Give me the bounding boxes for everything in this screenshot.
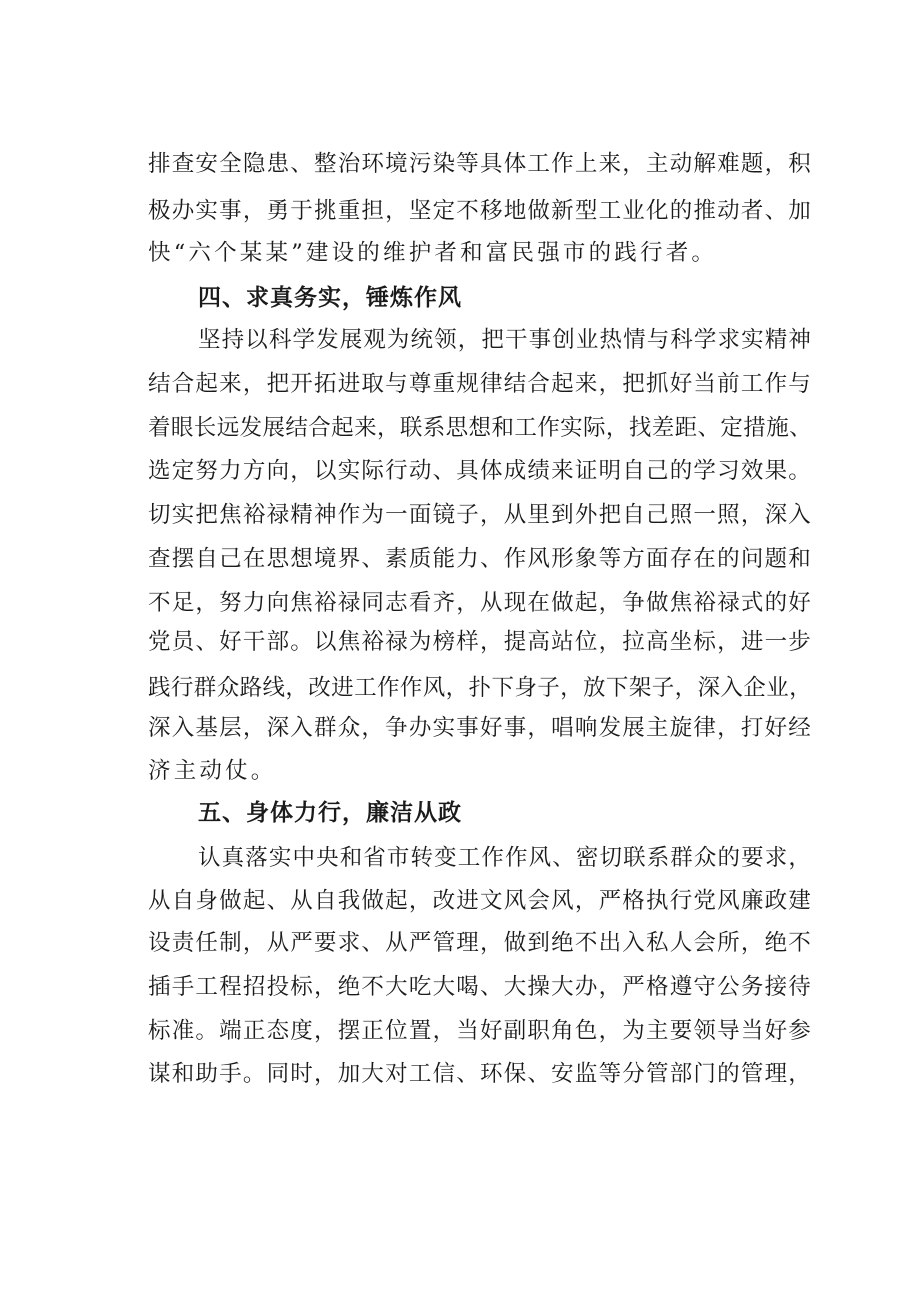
paragraph-line: 谋和助手。同时，加大对工信、环保、安监等分管部门的管理，: [148, 1061, 812, 1087]
paragraph-line: 践行群众路线，改进工作作风，扑下身子，放下架子，深入企业，: [148, 675, 812, 701]
paragraph-line: 切实把焦裕禄精神作为一面镜子，从里到外把自己照一照，深入: [148, 502, 812, 528]
paragraph-line: 深入基层，深入群众，争办实事好事，唱响发展主旋律，打好经: [148, 715, 812, 741]
paragraph-line: 结合起来，把开拓进取与尊重规律结合起来，把抓好当前工作与: [148, 371, 812, 397]
paragraph-line: 标准。端正态度，摆正位置，当好副职角色，为主要领导当好参: [148, 1018, 812, 1044]
paragraph-line: 查摆自己在思想境界、素质能力、作风形象等方面存在的问题和: [148, 546, 812, 572]
paragraph-line: 快“六个某某”建设的维护者和富民强市的践行者。: [148, 240, 718, 266]
paragraph-line: 选定努力方向，以实际行动、具体成绩来证明自己的学习效果。: [148, 458, 812, 484]
paragraph-line: 党员、好干部。以焦裕禄为榜样，提高站位，拉高坐标，进一步: [148, 629, 812, 655]
paragraph-line: 设责任制，从严要求、从严管理，做到绝不出入私人会所，绝不: [148, 930, 812, 956]
paragraph-line: 插手工程招投标，绝不大吃大喝、大操大办，严格遵守公务接待: [148, 974, 812, 1000]
paragraph-line: 从自身做起、从自我做起，改进文风会风，严格执行党风廉政建: [148, 888, 812, 914]
paragraph-line: 极办实事，勇于挑重担，坚定不移地做新型工业化的推动者、加: [148, 198, 812, 224]
paragraph-line: 济主动仗。: [148, 758, 277, 784]
paragraph-line: 排查安全隐患、整治环境污染等具体工作上来，主动解难题，积: [148, 151, 812, 177]
section-heading-5: 五、身体力行，廉洁从政: [198, 800, 462, 826]
paragraph-line: 不足，努力向焦裕禄同志看齐，从现在做起，争做焦裕禄式的好: [148, 590, 812, 616]
section-heading-4: 四、求真务实，锤炼作风: [198, 285, 462, 311]
paragraph-line: 着眼长远发展结合起来，联系思想和工作实际，找差距、定措施、: [148, 415, 812, 441]
paragraph-line: 坚持以科学发展观为统领，把干事创业热情与科学求实精神: [198, 327, 812, 353]
paragraph-line: 认真落实中央和省市转变工作作风、密切联系群众的要求，: [198, 845, 812, 871]
